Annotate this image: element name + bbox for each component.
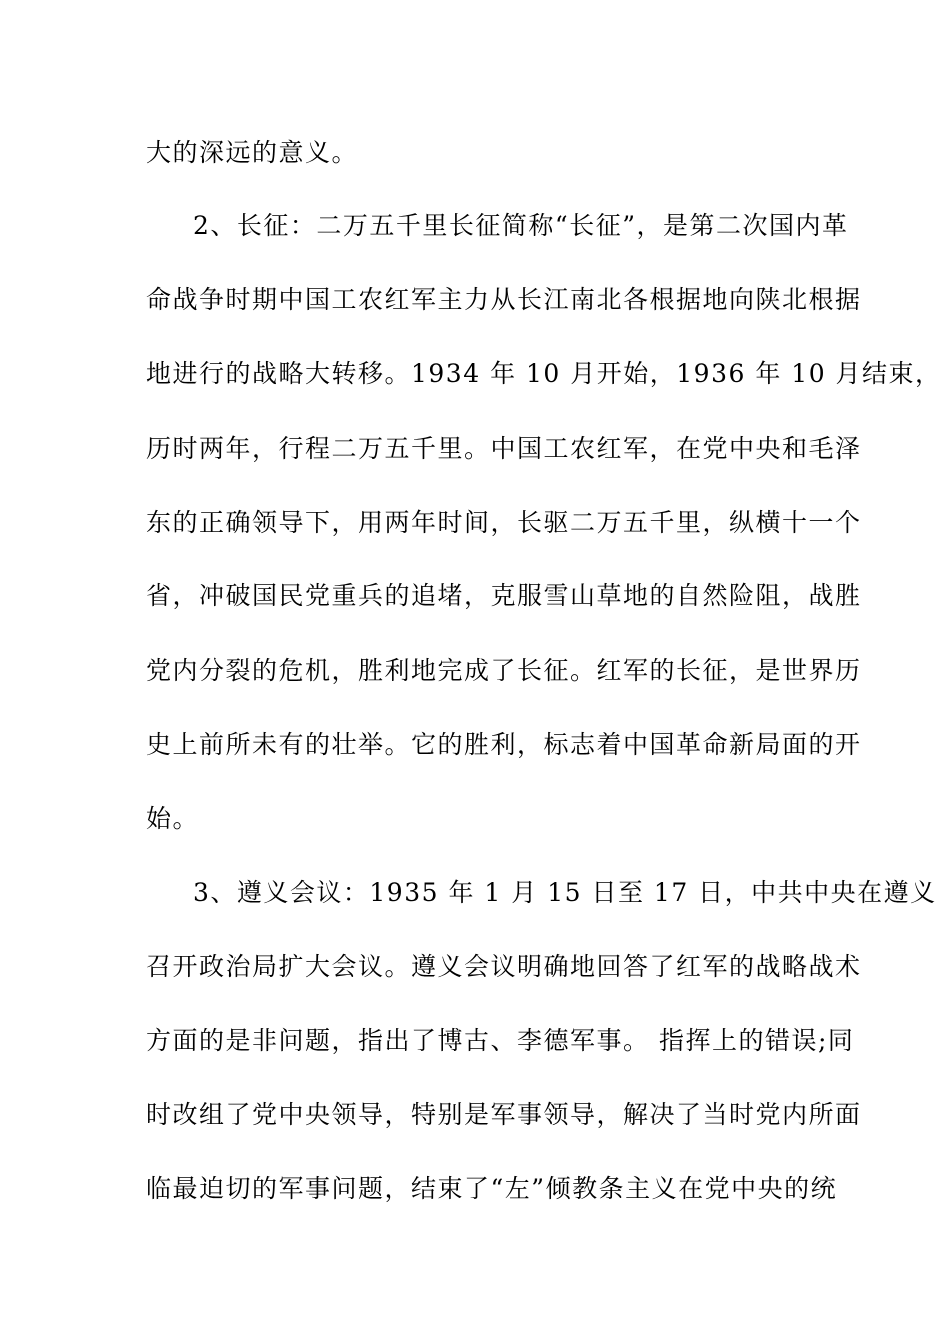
text-line: 地进行的战略大转移。1934 年 10 月开始，1936 年 10 月结束， — [146, 359, 942, 388]
text-line: 史上前所未有的壮举。它的胜利，标志着中国革命新局面的开 — [146, 730, 862, 759]
text-line: 临最迫切的军事问题，结束了“左”倾教条主义在党中央的统 — [146, 1174, 838, 1203]
text-line: 始。 — [146, 804, 200, 833]
paragraph-2-start: 2、长征：二万五千里长征简称“长征”，是第二次国内革 — [193, 211, 849, 240]
text-line: 命战争时期中国工农红军主力从长江南北各根据地向陕北根据 — [146, 285, 862, 314]
text-line: 召开政治局扩大会议。遵义会议明确地回答了红军的战略战术 — [146, 952, 862, 981]
text-line: 省，冲破国民党重兵的追堵，克服雪山草地的自然险阻，战胜 — [146, 581, 862, 610]
text-line: 大的深远的意义。 — [146, 138, 359, 167]
text-line: 东的正确领导下，用两年时间，长驱二万五千里，纵横十一个 — [146, 508, 862, 537]
text-line: 党内分裂的危机，胜利地完成了长征。红军的长征，是世界历 — [146, 656, 862, 685]
text-line: 时改组了党中央领导，特别是军事领导，解决了当时党内所面 — [146, 1100, 862, 1129]
paragraph-3-start: 3、遵义会议：1935 年 1 月 15 日至 17 日，中共中央在遵义 — [193, 878, 937, 907]
text-line: 历时两年，行程二万五千里。中国工农红军，在党中央和毛泽 — [146, 434, 862, 463]
text-line: 方面的是非问题，指出了博古、李德军事。 指挥上的错误;同 — [146, 1026, 855, 1055]
